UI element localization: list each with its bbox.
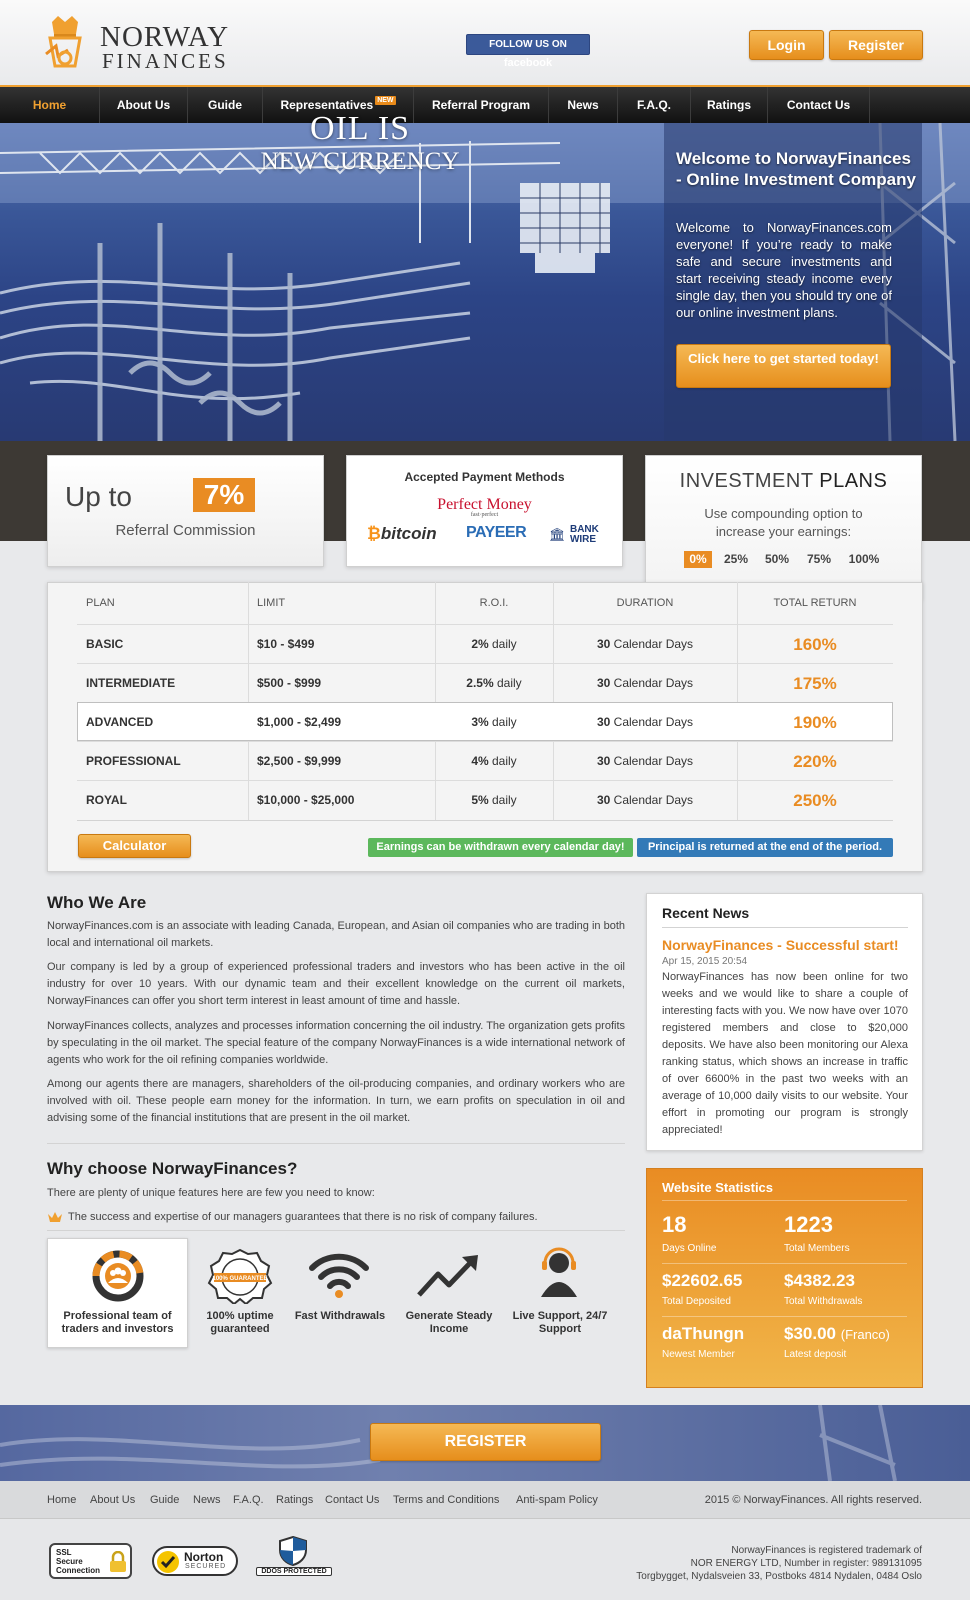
plan-name: BASIC <box>86 637 124 651</box>
who-paragraph-4: Among our agents there are managers, shareholders of the oil-producing companies, and ordinary workers who are involved with oil. These people earn money for the information. In turn, we earn profits on speculation in oil and advising some of the financial institutions that are present in the oil market. <box>47 1078 625 1124</box>
recent-news-title: Recent News <box>662 905 750 921</box>
plan-name: INTERMEDIATE <box>86 676 176 690</box>
why-bullet-text: The success and expertise of our managers guarantees that there is no risk of company failures. <box>68 1211 538 1223</box>
stats-divider <box>662 1200 907 1201</box>
plan-limit: $2,500 - $9,999 <box>257 754 342 768</box>
plan-row-intermediate[interactable] <box>77 663 893 702</box>
investment-plans-title <box>645 470 922 493</box>
stat-latest-deposit-name: (Franco) <box>840 1327 890 1342</box>
plan-name: PROFESSIONAL <box>86 754 181 768</box>
wifi-icon <box>309 1252 369 1298</box>
stat-total-withdrawals: $4382.23 <box>784 1271 855 1290</box>
main-navigation <box>0 85 970 123</box>
plan-roi: 2% daily <box>471 637 517 651</box>
feature-label-team: Professional team of traders and investors <box>61 1310 174 1335</box>
section-divider <box>47 1143 625 1144</box>
footer-link-news[interactable]: News <box>193 1494 221 1506</box>
stat-total-members-label: Total Members <box>784 1243 850 1254</box>
referral-percent: 7% <box>193 478 255 512</box>
stat-total-withdrawals-label: Total Withdrawals <box>784 1296 863 1307</box>
stat-total-members: 1223 <box>784 1212 833 1237</box>
hero-heading: Welcome to NorwayFinances - Online Investment Company <box>676 149 916 189</box>
th-duration: DURATION <box>616 597 674 609</box>
stat-total-deposited: $22602.65 <box>662 1271 743 1290</box>
nav-representatives-label: Representatives <box>280 98 374 112</box>
register-big-button[interactable]: REGISTER <box>370 1423 601 1461</box>
plan-limit: $10 - $499 <box>257 637 315 651</box>
investment-plans-title-b: PLANS <box>819 470 888 492</box>
plan-roi: 4% daily <box>471 754 517 768</box>
th-roi: R.O.I. <box>479 597 509 609</box>
ddos-text: DDOS PROTECTED <box>256 1567 332 1576</box>
logo-text-norway: NORWAY <box>100 21 230 53</box>
support-headset-icon <box>537 1247 581 1301</box>
plan-duration: 30 Calendar Days <box>596 754 694 768</box>
withdraw-note-badge: Earnings can be withdrawn every calendar day! <box>368 838 633 857</box>
growth-chart-icon <box>416 1252 482 1298</box>
plan-roi: 3% daily <box>471 715 517 729</box>
plan-row-royal[interactable] <box>77 780 893 819</box>
why-choose-title: Why choose NorwayFinances? <box>47 1159 298 1178</box>
bitcoin-logo <box>367 524 437 544</box>
principal-note-badge: Principal is returned at the end of the period. <box>637 838 893 857</box>
copyright: 2015 © NorwayFinances. All rights reserved. <box>704 1494 922 1506</box>
plan-total-return: 175% <box>793 674 837 693</box>
nav-guide[interactable]: Guide <box>188 87 263 123</box>
perfect-money-name: Perfect Money <box>437 496 532 513</box>
footer-link-about-us[interactable]: About Us <box>90 1494 136 1506</box>
news-divider <box>662 927 908 928</box>
facebook-brand: facebook <box>503 57 553 69</box>
footer-link-anti-spam[interactable]: Anti-spam Policy <box>516 1494 598 1506</box>
table-bottom-line <box>77 820 893 821</box>
stat-days-online: 18 <box>662 1212 687 1237</box>
footer-link-terms[interactable]: Terms and Conditions <box>393 1494 500 1506</box>
get-started-button[interactable]: Click here to get started today! <box>676 344 891 388</box>
who-we-are-title: Who We Are <box>47 893 147 912</box>
plan-limit: $500 - $999 <box>257 676 322 690</box>
guarantee-badge-text: 100% GUARANTEE <box>212 1276 268 1282</box>
norton-text: Norton <box>184 1550 224 1564</box>
norton-secured-text: SECURED <box>185 1563 227 1570</box>
nav-home[interactable]: Home <box>0 87 100 123</box>
compound-option-0[interactable]: 0% <box>684 551 712 568</box>
shield-icon <box>278 1536 308 1566</box>
norton-check-icon <box>156 1550 180 1574</box>
legal-notice <box>600 1544 922 1583</box>
th-total-return: TOTAL RETURN <box>773 597 857 609</box>
plan-duration: 30 Calendar Days <box>596 715 694 729</box>
who-paragraph-1: NorwayFinances.com is an associate with leading Canada, European, and Asian oil companies who are trading in both local and international oil markets. <box>47 920 625 949</box>
hero-description: Welcome to NorwayFinances.com everyone! If you’re ready to make safe and secure investments and start receiving steady income every single day, then you should try one of our online investment plans. <box>676 220 892 320</box>
bank-icon: 🏛 <box>549 527 566 543</box>
feature-label-income: Generate Steady Income <box>405 1310 493 1335</box>
bank-wire-logo <box>549 525 605 545</box>
plan-row-professional[interactable] <box>77 741 893 780</box>
legal-line-2: NOR ENERGY LTD, Number in register: 989131095 <box>690 1558 922 1569</box>
news-date: Apr 15, 2015 20:54 <box>662 956 748 967</box>
stat-newest-member-label: Newest Member <box>662 1349 735 1360</box>
nav-about-us[interactable]: About Us <box>100 87 188 123</box>
feature-label-withdrawals: Fast Withdrawals <box>294 1310 386 1322</box>
nav-news[interactable]: News <box>549 87 618 123</box>
referral-label: Referral Commission <box>115 522 256 539</box>
referral-prefix: Up to <box>65 481 132 512</box>
login-button[interactable]: Login <box>749 30 824 60</box>
plan-name: ADVANCED <box>86 715 154 729</box>
news-headline-link[interactable]: NorwayFinances - Successful start! <box>662 937 899 953</box>
stat-days-online-label: Days Online <box>662 1243 717 1254</box>
plan-total-return: 220% <box>793 752 837 771</box>
ssl-secure-badge[interactable] <box>49 1543 132 1579</box>
payeer-logo: PAYEER <box>466 524 527 541</box>
plan-duration: 30 Calendar Days <box>596 637 694 651</box>
bitcoin-icon: ₿ <box>367 524 381 543</box>
hero-slogan-line2: NEW CURRENCY <box>260 148 460 175</box>
stats-divider <box>662 1263 907 1264</box>
compound-option-25[interactable]: 25% <box>723 552 749 566</box>
stats-divider <box>662 1316 907 1317</box>
payment-methods-title: Accepted Payment Methods <box>404 470 565 484</box>
guarantee-badge-icon <box>206 1248 274 1304</box>
compound-option-75[interactable]: 75% <box>806 552 832 566</box>
stat-newest-member: daThungn <box>662 1324 745 1343</box>
hero-slogan-line1: OIL IS <box>309 110 411 147</box>
crown-bullet-icon <box>47 1211 63 1223</box>
feature-label-uptime: 100% uptime guaranteed <box>206 1310 274 1335</box>
footer-link-faq[interactable]: F.A.Q. <box>233 1494 264 1506</box>
perfect-money-logo <box>346 496 623 518</box>
footer-link-home[interactable]: Home <box>47 1494 77 1506</box>
plan-name: ROYAL <box>86 793 127 807</box>
ddos-protected-badge[interactable] <box>256 1536 332 1580</box>
facebook-follow-button[interactable] <box>466 34 590 69</box>
plan-total-return: 160% <box>793 635 837 654</box>
th-plan: PLAN <box>86 597 115 609</box>
new-badge: NEW <box>377 97 394 104</box>
legal-line-3: Torgbygget, Nydalsveien 33, Postboks 4814 Nydalen, 0484 Oslo <box>636 1571 922 1582</box>
section-divider <box>47 1230 625 1231</box>
compound-option-50[interactable]: 50% <box>764 552 790 566</box>
who-paragraph-3: NorwayFinances collects, analyzes and processes information concerning the oil industry. The organization gets profits by speculating in the oil market. The special feature of the company NorwayFinances is a wide international network of agents who work for the oil refining companies worldwide. <box>47 1020 625 1066</box>
plan-roi: 2.5% daily <box>466 676 522 690</box>
plan-row-advanced[interactable] <box>77 702 893 741</box>
plan-limit: $1,000 - $2,499 <box>257 715 342 729</box>
news-text: NorwayFinances has now been online for two weeks and we would like to share a couple of interesting facts with you. We now have over 1070 registered members and close to $20,000 deposits. We have also been monitoring our Alexa ranking status, which shows an increase in traffic of over 6600% in the past two weeks with an average of 10,000 daily visits to our website. Your effort in promoting our program is strongly appreciated! <box>662 971 908 1136</box>
statistics-title: Website Statistics <box>662 1180 774 1195</box>
legal-line-1: NorwayFinances is registered trademark of <box>731 1545 922 1556</box>
bitcoin-label: bitcoin <box>380 524 437 543</box>
stat-latest-deposit <box>784 1324 890 1344</box>
register-button[interactable]: Register <box>829 30 923 60</box>
why-intro: There are plenty of unique features here are few you need to know: <box>47 1187 375 1199</box>
nav-referral-program[interactable]: Referral Program <box>414 87 549 123</box>
footer-link-guide[interactable]: Guide <box>150 1494 180 1506</box>
facebook-follow-label: FOLLOW US ON <box>489 39 567 50</box>
nav-faq[interactable]: F.A.Q. <box>618 87 691 123</box>
nav-ratings[interactable]: Ratings <box>691 87 768 123</box>
norton-secured-badge[interactable] <box>152 1546 238 1576</box>
compound-option-100[interactable]: 100% <box>848 552 880 566</box>
calculator-button[interactable]: Calculator <box>78 834 191 858</box>
logo-text-finances: FINANCES <box>102 49 229 73</box>
footer-link-ratings[interactable]: Ratings <box>276 1494 314 1506</box>
stat-latest-deposit-amount: $30.00 <box>784 1324 836 1343</box>
plan-total-return: 190% <box>793 713 837 732</box>
padlock-icon <box>109 1551 127 1573</box>
stat-total-deposited-label: Total Deposited <box>662 1296 731 1307</box>
plan-roi: 5% daily <box>471 793 517 807</box>
feature-label-support: Live Support, 24/7 Support <box>512 1310 608 1335</box>
plan-row-basic[interactable] <box>77 624 893 663</box>
ssl-badge-text: SSL Secure Connection <box>56 1548 100 1575</box>
team-icon <box>91 1249 145 1303</box>
bank-wire-label: BANK WIRE <box>569 524 599 545</box>
nav-contact-us[interactable]: Contact Us <box>768 87 870 123</box>
plan-duration: 30 Calendar Days <box>596 793 694 807</box>
crown-logo-icon[interactable] <box>44 12 86 70</box>
th-limit: LIMIT <box>257 597 286 609</box>
plan-limit: $10,000 - $25,000 <box>257 793 355 807</box>
who-paragraph-2: Our company is led by a group of experienced professional traders and investors who has been active in the oil industry for over 10 years. With our dynamic team and their excellent knowledge on the current oil markets, NorwayFinances can offer you short term interest in least amount of time and hassle. <box>47 961 625 1007</box>
investment-plans-title-a: INVESTMENT <box>679 470 814 492</box>
compounding-subtitle: Use compounding option to increase your earnings: <box>704 506 863 539</box>
plan-duration: 30 Calendar Days <box>596 676 694 690</box>
stat-latest-deposit-label: Latest deposit <box>784 1349 847 1360</box>
footer-link-contact-us[interactable]: Contact Us <box>325 1494 380 1506</box>
plan-total-return: 250% <box>793 791 837 810</box>
perfect-money-tagline: fast·perfect <box>470 512 499 518</box>
